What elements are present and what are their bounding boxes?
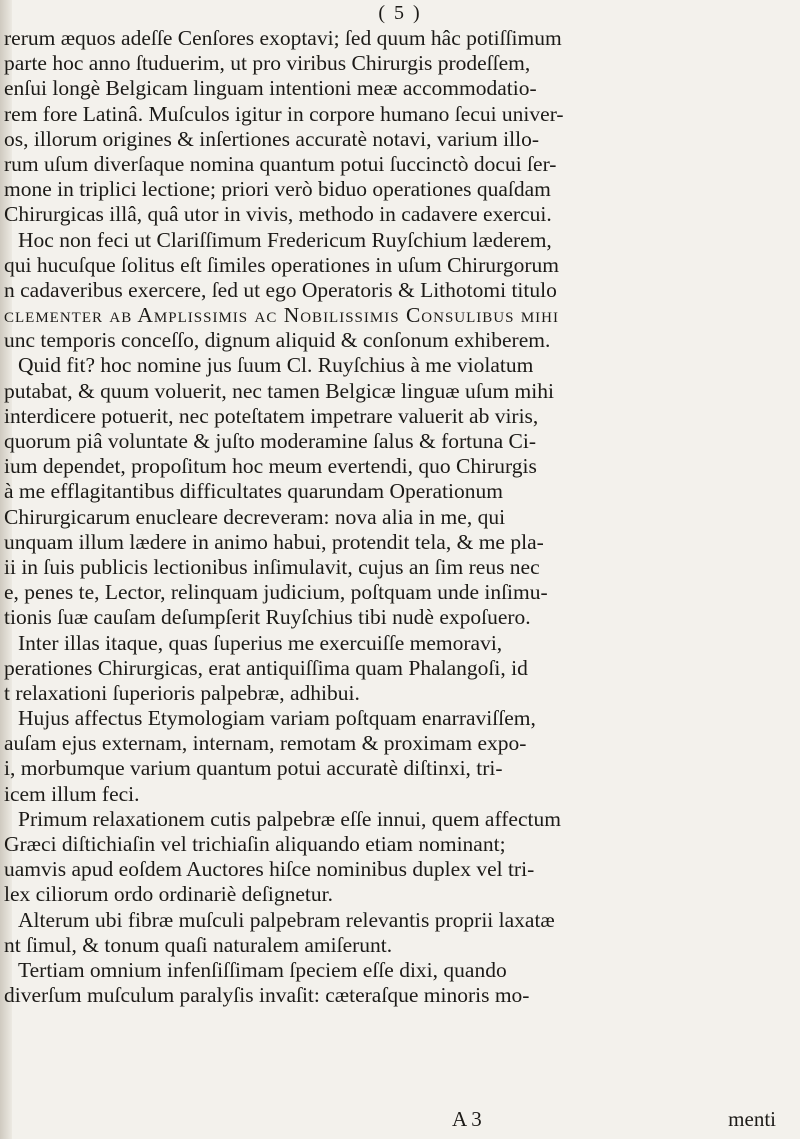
text-line: parte hoc anno ſtuduerim, ut pro viribus Chirurgis prodeſſem, — [4, 51, 531, 76]
text-line: perationes Chirurgicas, erat antiquiſſima quam Phalangoſi, id — [4, 655, 528, 680]
text-line: Chirurgicarum enucleare decreveram: nova alia in me, qui — [4, 504, 506, 529]
text-line: rum uſum diverſaque nomina quantum potui ſuccinctò docui ſer- — [4, 151, 557, 176]
catchword: menti — [728, 1107, 776, 1131]
text-line: à me efflagitantibus difficultates quarundam Operationum — [4, 479, 503, 504]
signature-mark: A 3 — [452, 1107, 482, 1131]
text-line: rem fore Latinâ. Muſculos igitur in corpore humano ſecui univer- — [4, 101, 564, 126]
text-line: Inter illas itaque, quas ſuperius me exercuiſſe memoravi, — [18, 630, 503, 655]
text-line: Quid fit? hoc nomine jus ſuum Cl. Ruyſchius à me violatum — [18, 353, 534, 378]
text-line: os, illorum origines & inſertiones accuratè notavi, varium illo- — [4, 126, 539, 151]
text-line: Chirurgicas illâ, quâ utor in vivis, methodo in cadavere exercui. — [4, 202, 552, 227]
text-line: ium dependet, propoſitum hoc meum evertendi, quo Chirurgis — [4, 454, 537, 479]
text-line: ii in ſuis publicis lectionibus inſimulavit, cujus an ſim reus nec — [4, 554, 540, 579]
text-line: n cadaveribus exercere, ſed ut ego Operatoris & Lithotomi titulo — [4, 277, 557, 302]
text-line: nt ſimul, & tonum quaſi naturalem amiſerunt. — [4, 932, 393, 957]
text-line: uamvis apud eoſdem Auctores hiſce nominibus duplex vel tri- — [4, 857, 535, 882]
body-text — [4, 26, 784, 1008]
text-line: interdicere potuerit, nec poteſtatem impetrare valuerit ab viris, — [4, 403, 539, 428]
text-line: i, morbumque varium quantum potui accuratè diſtinxi, tri- — [4, 756, 503, 781]
text-line: icem illum feci. — [4, 781, 140, 806]
text-line: Alterum ubi fibræ muſculi palpebram relevantis proprii laxatæ — [18, 907, 555, 932]
text-line: Primum relaxationem cutis palpebræ eſſe innui, quem affectum — [18, 806, 561, 831]
text-line: qui hucuſque ſolitus eſt ſimiles operationes in uſum Chirurgorum — [4, 252, 559, 277]
text-line: Hujus affectus Etymologiam variam poſtquam enarraviſſem, — [18, 706, 536, 731]
text-line: unquam illum lædere in animo habui, protendit tela, & me pla- — [4, 529, 544, 554]
text-line: clementer ab Amplissimis ac Nobilissimis Consulibus mihi — [4, 303, 559, 328]
text-line: unc temporis conceſſo, dignum aliquid & conſonum exhiberem. — [4, 328, 551, 353]
text-line: t relaxationi ſuperioris palpebræ, adhibui. — [4, 680, 360, 705]
text-line: tionis ſuæ cauſam deſumpſerit Ruyſchius tibi nudè expoſuero. — [4, 605, 531, 630]
text-line: Hoc non feci ut Clariſſimum Fredericum Ruyſchium læderem, — [18, 227, 552, 252]
text-line: quorum piâ voluntate & juſto moderamine ſalus & fortuna Ci- — [4, 429, 537, 453]
text-line: Tertiam omnium infenſiſſimam ſpeciem eſſe dixi, quando — [18, 957, 507, 982]
text-line: diverſum muſculum paralyſis invaſit: cæteraſque minoris mo- — [4, 983, 530, 1008]
text-line: putabat, & quum voluerit, nec tamen Belgicæ linguæ uſum mihi — [4, 378, 554, 403]
text-line: auſam ejus externam, internam, remotam & proximam expo- — [4, 731, 527, 756]
text-line: e, penes te, Lector, relinquam judicium, poſtquam unde inſimu- — [4, 580, 548, 605]
text-line: rerum æquos adeſſe Cenſores exoptavi; ſed quum hâc potiſſimum — [4, 26, 562, 50]
text-line: enſui longè Belgicam linguam intentioni meæ accommodatio- — [4, 76, 537, 101]
text-line: lex ciliorum ordo ordinariè deſignetur. — [4, 882, 333, 907]
page-number: ( 5 ) — [378, 2, 422, 24]
text-line: mone in triplici lectione; priori verò biduo operationes quaſdam — [4, 177, 551, 202]
text-line: Græci diſtichiaſin vel trichiaſin aliquando etiam nominant; — [4, 832, 506, 856]
